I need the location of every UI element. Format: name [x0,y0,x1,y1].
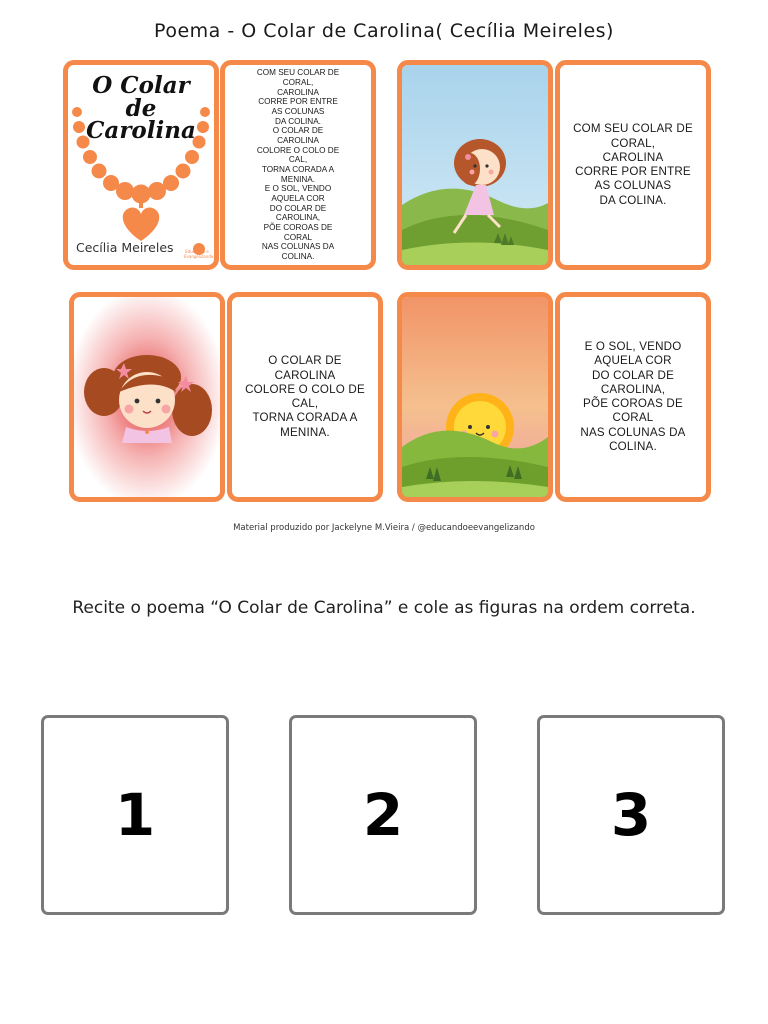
page-title: Poema - O Colar de Carolina( Cecília Meireles) [154,20,614,42]
card-stanza-1[interactable] [555,60,711,270]
cover-card[interactable] [63,60,219,270]
answer-box-3[interactable] [537,715,725,915]
stanza-1-text: COM SEU COLAR DE CORAL, CAROLINA CORRE POR ENTRE AS COLUNAS DA COLINA. [573,122,693,207]
card-stanza-2[interactable] [227,292,383,502]
card-girl-portrait[interactable] [69,292,225,502]
girl-portrait-illustration-icon [74,297,220,497]
cover-author: Cecília Meireles [76,240,174,255]
card-girl-running[interactable] [397,60,553,270]
stanza-3-text: E O SOL, VENDO AQUELA COR DO COLAR DE CAROLINA, PÕE COROAS DE CORAL NAS COLUNAS DA COLINA. [580,340,686,453]
instruction: Recite o poema “O Colar de Carolina” e cole as figuras na ordem correta. [72,598,696,618]
box-number: 3 [610,781,652,849]
answer-box-2[interactable] [289,715,477,915]
box-number: 2 [362,781,404,849]
full-poem-text: COM SEU COLAR DE CORAL, CAROLINA CORRE POR ENTRE AS COLUNAS DA COLINA. O COLAR DE CAROLINA COLORE O COLO DE CAL, TORNA CORADA A MENINA. E O SOL, VENDO AQUELA COR DO COLAR DE CAROLINA, PÕE COROAS DE CORAL NAS COLUNAS DA COLINA. [256,68,340,262]
cover-title: O Colar de Carolina [86,72,196,145]
card-full-poem[interactable] [220,60,376,270]
stanza-2-text: O COLAR DE CAROLINA COLORE O COLO DE CAL, TORNA CORADA A MENINA. [245,354,365,439]
card-sunset[interactable] [397,292,553,502]
card-stanza-3[interactable] [555,292,711,502]
answer-box-1[interactable] [41,715,229,915]
logo-text: Educando e Evangelizando [184,249,214,259]
sun-over-hills-illustration-icon [402,297,548,497]
credits: Material produzido por Jackelyne M.Vieira / @educandoeevangelizando [233,523,535,533]
girl-running-illustration-icon [402,65,548,265]
box-number: 1 [114,781,156,849]
